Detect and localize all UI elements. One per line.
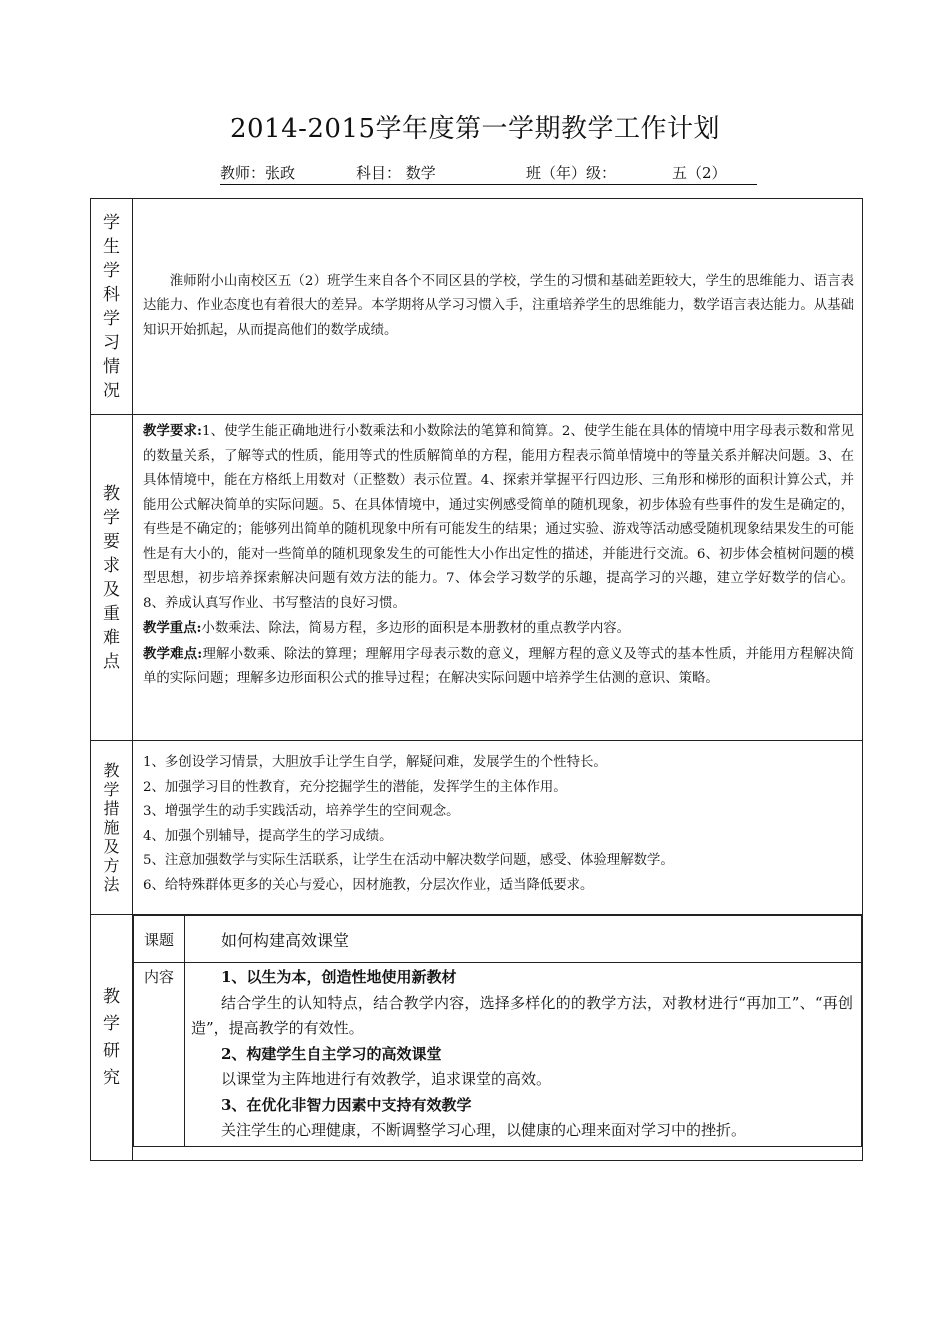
research-subtable: [133, 915, 862, 1147]
research-label-cell: [91, 915, 133, 1161]
research-content-cell: [133, 915, 863, 1161]
situation-row: [91, 199, 863, 415]
class-value: 五（2）: [672, 164, 727, 182]
content-body: [185, 963, 862, 1147]
situation-content-cell: [133, 199, 863, 415]
subject-field: 科目： 数学: [356, 164, 436, 182]
topic-label: 课题: [134, 916, 185, 963]
situation-label: 学生学科学习情况: [103, 212, 120, 401]
content-label-cell: [134, 963, 185, 1147]
key-points-block: [143, 616, 854, 642]
research-point-body: 以课堂为主阵地进行有效教学，追求课堂的高效。: [221, 1070, 552, 1088]
class-label: 班（年）级：: [526, 164, 617, 182]
research-point-heading: 1、以生为本，创造性地使用新教材: [221, 968, 457, 986]
plan-table: [90, 198, 863, 1161]
info-line: [220, 162, 757, 185]
requirements-block: [143, 419, 854, 616]
methods-label-cell: [91, 741, 133, 915]
research-point-body: 结合学生的认知特点，结合教学内容，选择多样化的的教学方法，对教材进行“再加工”、“再创造”，提高教学的有效性。: [191, 993, 853, 1037]
research-row: [91, 915, 863, 1161]
difficulties-text: 理解小数乘、除法的算理；理解用字母表示数的意义，理解方程的意义及等式的基本性质，并能用方程解决简单的实际问题；理解多边形面积公式的推导过程；在解决实际问题中培养学生估测的意识、策略。: [143, 646, 854, 686]
research-point-heading: 3、在优化非智力因素中支持有效教学: [221, 1095, 472, 1114]
methods-row: [91, 741, 863, 915]
methods-content-cell: [133, 741, 863, 915]
method-item: 6、给特殊群体更多的关心与爱心，因材施教，分层次作业，适当降低要求。: [143, 877, 594, 893]
requirements-label-cell: [91, 415, 133, 741]
method-item: 1、多创设学习情景，大胆放手让学生自学，解疑问难，发展学生的个性特长。: [143, 755, 607, 770]
method-item: 4、加强个别辅导，提高学生的学习成绩。: [143, 828, 393, 844]
content-row: [134, 963, 862, 1147]
research-point-body: 关注学生的心理健康，不断调整学习心理，以健康的心理来面对学习中的挫折。: [221, 1121, 747, 1139]
situation-text: 淮师附小山南校区五（2）班学生来自各个不同区县的学校，学生的习惯和基础差距较大，学生的思维能力、语言表达能力、作业态度也有着很大的差异。本学期将从学习习惯入手，注重培养学生的思维能力，数学语言表达能力。从基础知识开始抓起，从而提高他们的数学成绩。: [143, 273, 854, 338]
teacher-field: 教师：张政: [220, 164, 296, 182]
content-label: 内容: [143, 968, 174, 986]
key-points-heading: 教学重点:: [143, 620, 202, 636]
research-point-heading: 2、构建学生自主学习的高效课堂: [221, 1044, 442, 1063]
research-label: 教学研究: [103, 986, 120, 1088]
methods-label: 教学措施及方法: [103, 761, 120, 894]
requirements-heading: 教学要求:: [143, 423, 202, 439]
method-item: 5、注意加强数学与实际生活联系，让学生在活动中解决数学问题，感受、体验理解数学。: [143, 853, 674, 868]
requirements-label: 教学要求及重难点: [103, 483, 120, 672]
difficulties-block: [143, 642, 854, 692]
difficulties-heading: 教学难点:: [143, 645, 203, 662]
requirements-row: [91, 415, 863, 741]
topic-value: 如何构建高效课堂: [185, 916, 862, 963]
page-title: 2014-2015学年度第一学期教学工作计划: [229, 114, 721, 144]
topic-row: [134, 916, 862, 963]
requirements-content-cell: [133, 415, 863, 741]
method-item: 3、增强学生的动手实践活动，培养学生的空间观念。: [143, 804, 460, 819]
key-points-text: 小数乘法、除法，简易方程，多边形的面积是本册教材的重点教学内容。: [201, 621, 631, 636]
method-item: 2、加强学习目的性教育，充分挖掘学生的潜能，发挥学生的主体作用。: [143, 779, 567, 795]
requirements-text: 1、使学生能正确地进行小数乘法和小数除法的笔算和简算。2、使学生能在具体的情境中用字母表示数和常见的数量关系，了解等式的性质，能用等式的性质解简单的方程，能用方程表示简单情境中的等量关系并解决问题。3、在具体情境中，能在方格纸上用数对（正整数）表示位置。4、探索并掌握平行四边形、三角形和梯形的面积计算公式，并能用公式解决简单的实际问题。5、在具体情境中，通过实例感受简单的随机现象，初步体验有些事件的发生是确定的，有些是不确定的；能够列出简单的随机现象中所有可能发生的结果；通过实验、游戏等活动感受随机现象结果发生的可能性是有大小的，能对一些简单的随机现象发生的可能性大小作出定性的描述，并能进行交流。6、初步体会植树问题的模型思想，初步培养探索解决问题有效方法的能力。7、体会学习数学的乐趣，提高学习的兴趣，建立学好数学的信心。8、养成认真写作业、书写整洁的良好习惯。: [143, 424, 854, 611]
situation-label-cell: [91, 199, 133, 415]
